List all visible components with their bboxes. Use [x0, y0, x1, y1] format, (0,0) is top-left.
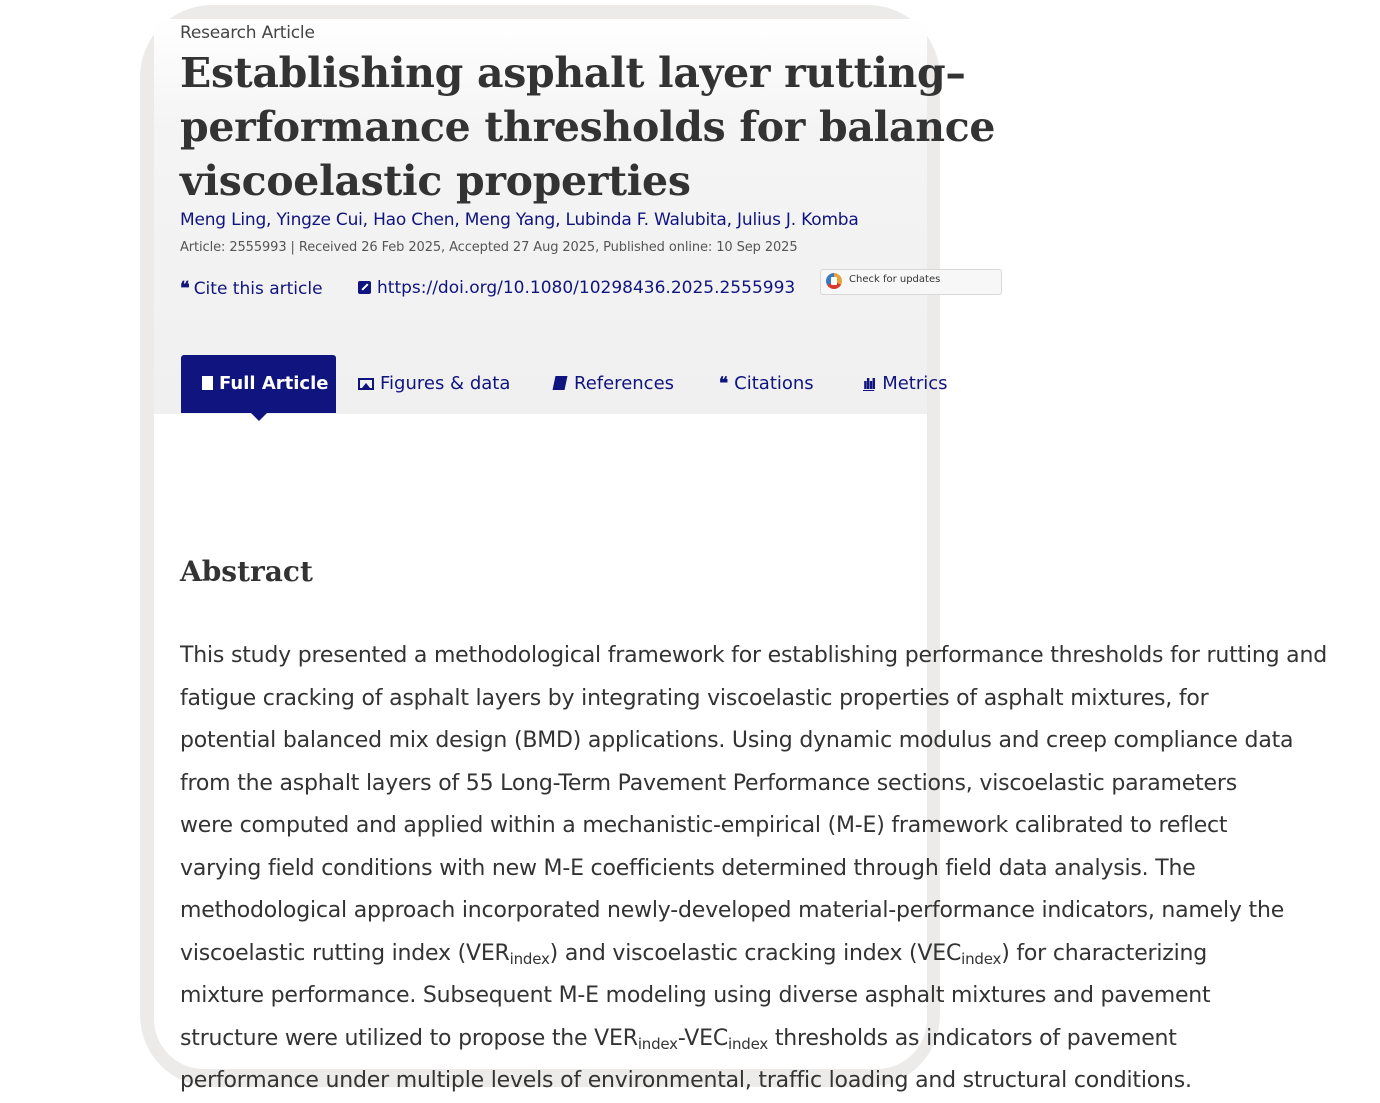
tab-metrics[interactable] [863, 355, 948, 413]
tab-label: Figures & data [380, 373, 511, 394]
bar-chart-icon: ılıl [863, 377, 875, 393]
article-title [180, 46, 1380, 208]
tab-label: Citations [734, 373, 814, 394]
tab-figures-data[interactable] [358, 355, 510, 413]
subscript: index [728, 1034, 769, 1053]
abstract-line: performance under multiple levels of environmental, traffic loading and structural conditions. [180, 1068, 1192, 1093]
doi-link[interactable] [358, 278, 795, 298]
document-icon [202, 376, 213, 390]
abstract-line [180, 933, 1280, 976]
abstract-text-run: ) and viscoelastic cracking index (VEC [549, 940, 962, 966]
abstract-line: fatigue cracking of asphalt layers by integrating viscoelastic properties of asphalt mixtures, for [180, 685, 1209, 711]
image-icon [358, 378, 374, 390]
author-list[interactable]: Meng Ling, Yingze Cui, Hao Chen, Meng Yang, Lubinda F. Walubita, Julius J. Komba [180, 210, 859, 230]
external-link-icon [358, 281, 371, 294]
tab-label: References [574, 373, 675, 394]
abstract-text-run: ) for characterizing [1001, 940, 1208, 966]
tab-label: Full Article [219, 373, 329, 394]
tab-citations[interactable] [719, 355, 814, 413]
abstract-line: This study presented a methodological framework for establishing performance thresholds for rutting and [180, 643, 1327, 668]
abstract-text-run: viscoelastic rutting index (VER [180, 940, 510, 966]
article-title-line: viscoelastic properties [180, 157, 691, 205]
quote-icon: ❝ [719, 374, 729, 394]
crossmark-icon [826, 273, 842, 289]
article-type-label: Research Article [180, 23, 315, 43]
subscript: index [961, 949, 1002, 968]
check-for-updates-button[interactable] [820, 269, 1002, 295]
article-tabs [180, 355, 1180, 413]
abstract-heading: Abstract [180, 555, 313, 588]
abstract-line: methodological approach incorporated newly-developed material-performance indicators, namely the [180, 898, 1285, 923]
article-page [154, 19, 1327, 1093]
cite-label: Cite this article [193, 279, 323, 299]
abstract-line: were computed and applied within a mechanistic-empirical (M-E) framework calibrated to reflect [180, 813, 1228, 838]
abstract-text-run: -VEC [677, 1025, 729, 1051]
doi-text: https://doi.org/10.1080/10298436.2025.2555993 [377, 278, 796, 298]
book-icon [553, 376, 568, 390]
abstract-text-run: thresholds as indicators of pavement [768, 1025, 1177, 1051]
article-title-line: Establishing asphalt layer rutting– [180, 49, 966, 97]
abstract-text-run: structure were utilized to propose the VER [180, 1025, 638, 1051]
tab-full-article[interactable] [181, 355, 336, 413]
abstract-text [180, 635, 1327, 1103]
abstract-line: potential balanced mix design (BMD) applications. Using dynamic modulus and creep compliance data [180, 728, 1294, 753]
article-meta: Article: 2555993 | Received 26 Feb 2025, Accepted 27 Aug 2025, Published online: 10 Sep 2025 [180, 240, 798, 255]
subscript: index [509, 949, 550, 968]
article-title-line: performance thresholds for balance [180, 103, 996, 151]
abstract-line: varying field conditions with new M-E coefficients determined through field data analysis. The [180, 855, 1196, 881]
tab-label: Metrics [882, 373, 948, 394]
subscript: index [637, 1034, 678, 1053]
quote-icon: ❝ [180, 278, 190, 299]
abstract-line: mixture performance. Subsequent M-E modeling using diverse asphalt mixtures and pavement [180, 983, 1211, 1008]
abstract-line [180, 1018, 1280, 1061]
tab-references[interactable] [554, 355, 674, 413]
cite-this-article-link[interactable] [180, 278, 323, 299]
check-for-updates-label: Check for updates [849, 274, 941, 285]
abstract-line: from the asphalt layers of 55 Long-Term Pavement Performance sections, viscoelastic parameters [180, 770, 1237, 796]
